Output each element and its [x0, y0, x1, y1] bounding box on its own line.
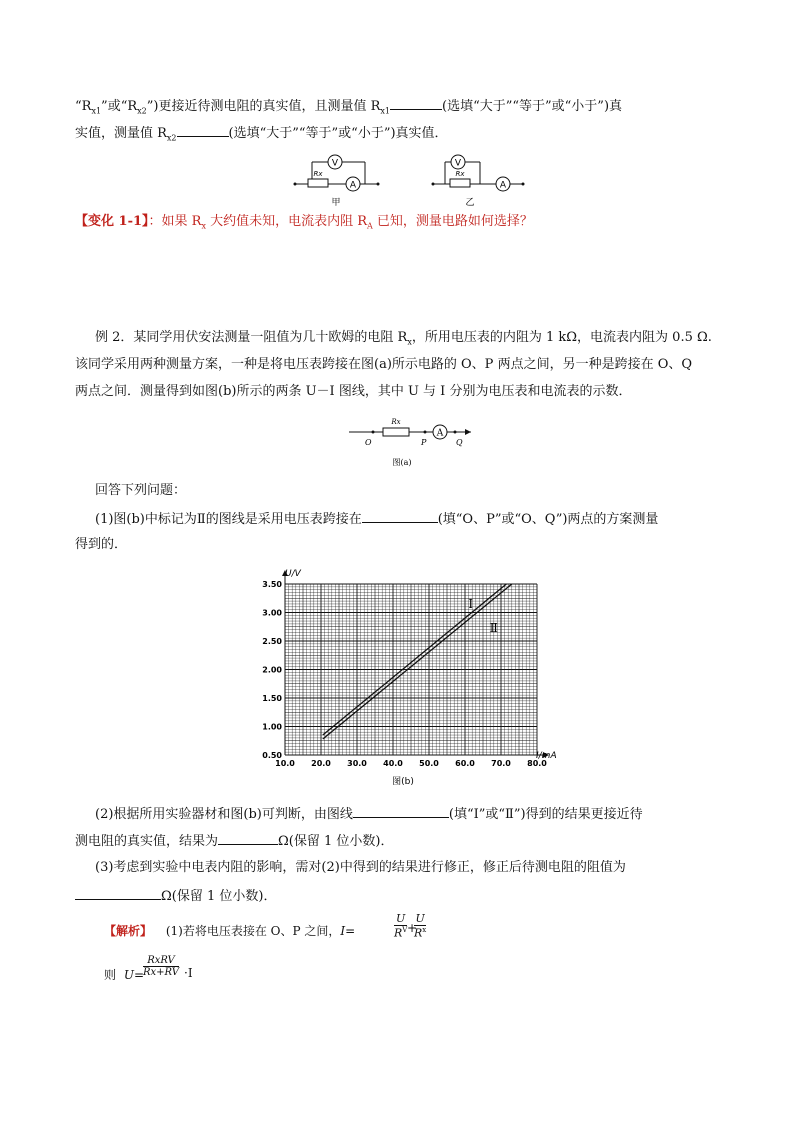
answer-blank[interactable] [177, 122, 229, 137]
y-axis-label: U/V [285, 569, 301, 579]
y-tick-label: 3.00 [262, 608, 282, 618]
node-p [424, 431, 427, 434]
para1-line2 [75, 122, 448, 149]
voltmeter-label: V [331, 158, 339, 169]
plus-sign: + [407, 921, 418, 935]
text: Ω(保留 1 位小数)． [161, 889, 277, 904]
subscript: x2 [137, 106, 147, 116]
subscript: A [367, 221, 373, 231]
analysis-tag: 【解析】 [104, 924, 153, 938]
answer-blank[interactable] [390, 95, 442, 110]
fraction-u-rv [394, 912, 407, 940]
label-p: P [421, 438, 427, 447]
q2-line2 [75, 830, 393, 852]
ammeter-label: A [349, 180, 357, 191]
q1-line2: 得到的． [75, 537, 128, 552]
text: 实值，测量值 R [75, 126, 167, 141]
text: (填“Ⅰ”或“Ⅱ”)得到的结果更接近待 [448, 807, 643, 822]
x-tick-label: 10.0 [275, 759, 295, 768]
circuit-yi [432, 155, 525, 208]
subscript: x1 [91, 106, 102, 116]
voltmeter-label: V [454, 158, 462, 169]
answer-blank[interactable] [75, 885, 161, 900]
y-tick-label: 1.50 [262, 694, 282, 703]
text: (1)若将电压表接在 O、P 之间， [165, 924, 341, 938]
x-tick-label: 80.0 [527, 759, 547, 768]
numerator: U [415, 912, 425, 925]
superscript: V [402, 926, 408, 934]
subscript: x1 [380, 106, 390, 116]
text: 则 [104, 968, 117, 982]
text: (填“O、P”或“O、Q”)两点的方案测量 [437, 512, 659, 527]
text: (选填“大于”“等于”或“小于”)真 [442, 99, 623, 114]
ammeter-label: A [499, 180, 507, 191]
y-tick-label: 3.50 [262, 580, 282, 589]
equation-lhs: U= [123, 968, 145, 982]
text: (2)根据所用实验器材和图(b)可判断，由图线 [95, 807, 353, 822]
subscript: x2 [166, 133, 177, 143]
x-tick-label: 40.0 [383, 759, 403, 768]
text: (1)图(b)中标记为Ⅱ的图线是采用电压表跨接在 [95, 512, 362, 527]
caption-yi: 乙 [465, 198, 475, 208]
variation-line [75, 212, 533, 237]
text: (选填“大于”“等于”或“小于”)真实值． [228, 126, 448, 141]
resistor [450, 179, 470, 187]
x-tick-label: 30.0 [347, 759, 367, 768]
text: 已知，测量电路如何选择？ [372, 214, 533, 229]
label-q: Q [456, 438, 463, 447]
analysis-line2 [104, 966, 144, 983]
q1-line1 [95, 508, 658, 530]
resistor [308, 179, 328, 187]
x-tick-label: 20.0 [311, 759, 331, 768]
answer-blank[interactable] [353, 803, 449, 818]
caption-b: 图(b) [392, 777, 414, 787]
q3-line1: (3)考虑到实验中电表内阻的影响，需对(2)中得到的结果进行修正，修正后待测电阻的阻值为 [95, 860, 626, 875]
resistor [383, 428, 409, 436]
chart-series [323, 584, 512, 739]
circuit-diagrams [290, 150, 530, 208]
caption-jia: 甲 [331, 198, 341, 208]
answer-prompt: 回答下列问题： [95, 483, 187, 498]
equation-tail: ·I [184, 966, 193, 980]
figure-a [345, 410, 475, 470]
text: ：如果 R [148, 214, 202, 229]
label-o: O [365, 438, 372, 447]
y-tick-label: 0.50 [262, 751, 282, 760]
caption-a: 图(a) [392, 458, 412, 467]
q2-line1 [95, 803, 643, 825]
chart-grid [285, 584, 537, 755]
series-label: Ⅱ [489, 621, 498, 635]
numerator: U [396, 912, 406, 925]
ammeter-label: A [436, 428, 444, 439]
example2-line2: 该同学采用两种测量方案，一种是将电压表跨接在图(a)所示电路的 O、P 两点之间，另一种是跨接在 O、Q [75, 357, 693, 372]
text: “R [75, 99, 92, 114]
text: ”)更接近待测电阻的真实值，且测量值 R [146, 99, 381, 114]
text: ”或“R [101, 99, 138, 114]
text: ，所用电压表的内阻为 1 kΩ，电流表内阻为 0.5 Ω. [411, 330, 712, 345]
series-label: Ⅰ [468, 597, 474, 611]
q3-line2 [75, 885, 276, 907]
x-tick-label: 50.0 [419, 759, 439, 768]
numerator: RxRV [147, 955, 175, 966]
node-o [372, 431, 375, 434]
text: Ω(保留 1 位小数)． [278, 834, 394, 849]
text: 例 2．某同学用伏安法测量一阻值为几十欧姆的电阻 R [95, 330, 408, 345]
denominator: Rx+RV [143, 967, 179, 978]
analysis-line1 [104, 922, 355, 939]
y-tick-label: 1.00 [262, 722, 282, 732]
y-tick-label: 2.00 [262, 665, 282, 675]
resistor-label: Rx [391, 418, 401, 426]
fraction-parallel [143, 955, 179, 978]
para1-line1 [75, 95, 622, 122]
example2-line3: 两点之间．测量得到如图(b)所示的两条 U－I 图线，其中 U 与 I 分别为电压表和电流表的示数． [75, 384, 632, 399]
chart-b [255, 562, 565, 792]
node-q [454, 431, 457, 434]
fraction-u-rx [414, 912, 426, 940]
answer-blank[interactable] [362, 508, 438, 523]
x-tick-label: 60.0 [455, 759, 475, 768]
x-tick-label: 70.0 [491, 759, 511, 768]
resistor-label: Rx [313, 170, 323, 178]
example2-line1 [95, 328, 712, 353]
variation-tag: 【变化 1-1】 [75, 214, 149, 229]
answer-blank[interactable] [218, 830, 278, 845]
subscript: x [407, 337, 412, 347]
denominator: R [414, 926, 423, 940]
series-line [323, 584, 512, 739]
resistor-label: Rx [455, 170, 465, 178]
superscript: x [422, 926, 427, 934]
circuit-jia [294, 155, 380, 208]
subscript: x [201, 221, 206, 231]
text: 大约值未知，电流表内阻 R [205, 214, 368, 229]
denominator: R [394, 926, 403, 940]
y-tick-label: 2.50 [262, 637, 282, 646]
equation-lhs: I= [340, 924, 356, 938]
text: 测电阻的真实值，结果为 [75, 834, 219, 849]
x-axis-label: I/mA [536, 751, 557, 761]
